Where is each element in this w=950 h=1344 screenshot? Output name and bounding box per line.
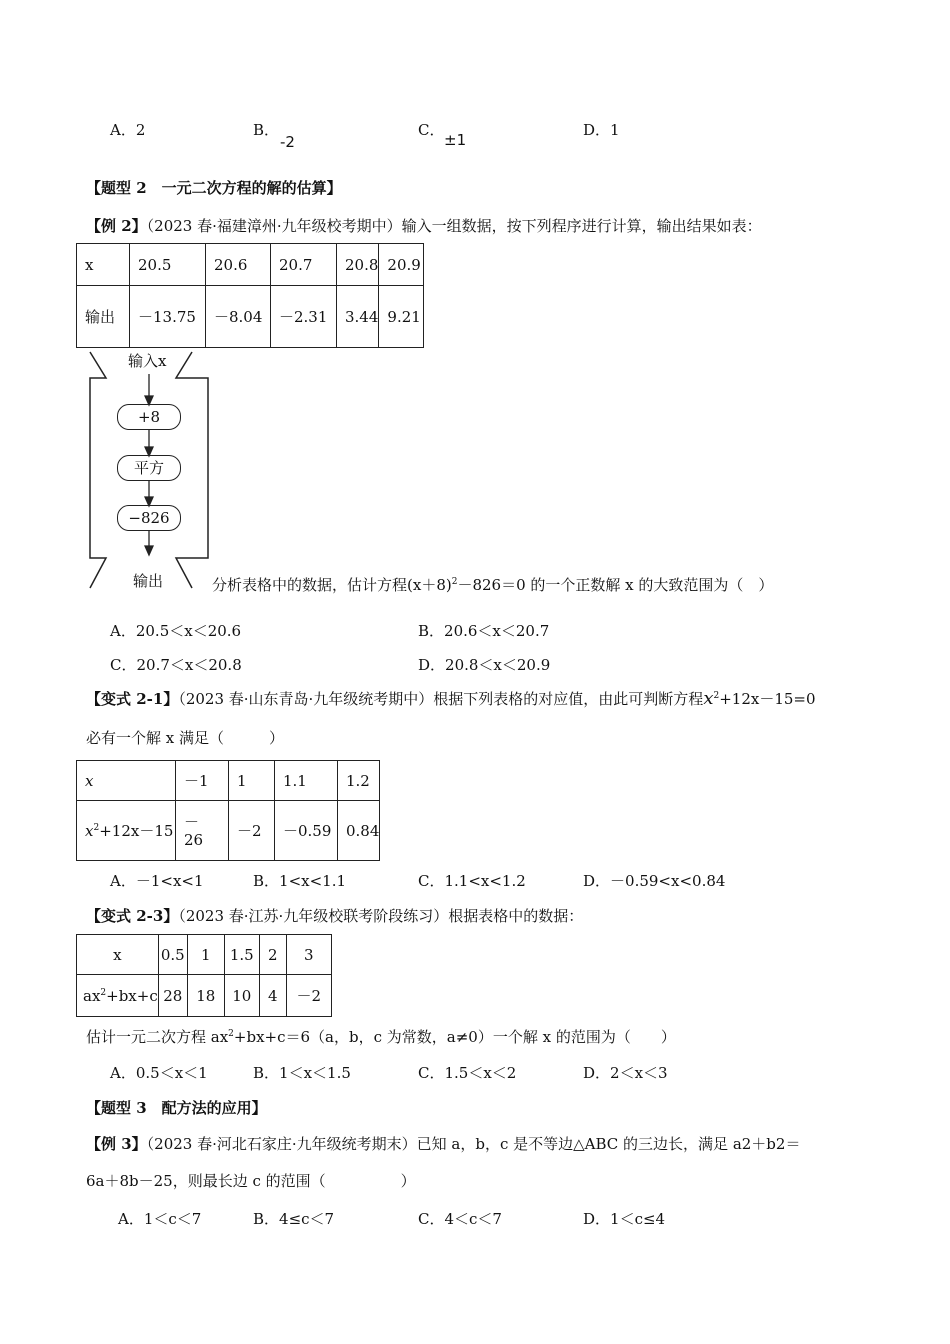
table-cell: x [77,761,176,801]
example-3-option-d: D．1＜c≤4 [583,1210,666,1228]
table-cell: 1.1 [275,761,338,801]
option-a: A．2 [110,121,146,139]
table-cell: x [77,244,130,286]
variant-2-1-option-c: C．1.1<x<1.2 [418,872,526,890]
variant-2-3-estimate [86,1026,676,1047]
row-label-sup: 2 [100,987,107,998]
table-row-label [77,801,176,861]
table-cell: 3.44 [337,286,379,348]
table-cell: 0.5 [158,935,187,975]
table-cell: 20.5 [130,244,206,286]
table-cell: 0.84 [338,801,380,861]
example-2-analysis-sup: 2 [451,577,458,587]
example-2-analysis-post: －826＝0 的一个正数解 x 的大致范围为（ ） [457,576,774,594]
table-cell: －2 [229,801,275,861]
table-cell: 28 [158,975,187,1017]
option-b: B． [253,121,280,139]
table-cell: 20.8 [337,244,379,286]
example-3-line1: （2023 春·河北石家庄·九年级统考期末）已知 a，b，c 是不等边△ABC 的三边长，满足 a2＋b2＝ [146,1135,801,1153]
table-row-label [77,975,159,1017]
example-2-label: 【例 2】 [86,217,147,235]
table-cell: 9.21 [379,286,424,348]
example-2-analysis-pre: 分析表格中的数据，估计方程(x＋8) [212,576,452,594]
variant-2-1-eq-sup: 2 [713,691,720,701]
table-cell: －2.31 [271,286,337,348]
option-c: C． [418,121,445,139]
estimate-pre: 估计一元二次方程 ax [86,1028,229,1046]
table-cell: －8.04 [206,286,271,348]
table-cell: x [77,935,159,975]
flow-step-square: 平方 [117,455,181,481]
example-3-option-c: C．4＜c＜7 [418,1210,502,1228]
example-3-option-b: B．4≤c＜7 [253,1210,335,1228]
example-3-line2: 6a＋8b－25，则最长边 c 的范围（ ） [86,1172,416,1190]
row-label-sup: 2 [93,823,100,833]
table-cell: －2 [286,975,331,1017]
table-cell: 18 [187,975,224,1017]
variant-2-1-eq-x: x [703,688,714,709]
variant-2-1-option-a: A．－1<x<1 [110,872,204,890]
example-2-option-c: C．20.7＜x＜20.8 [110,656,242,674]
option-c-value: ±1 [444,131,467,149]
variant-2-1-question [86,688,816,709]
section-3-title: 【题型 3 配方法的应用】 [86,1099,267,1117]
table-cell: 3 [286,935,331,975]
row-label-rest: +12x－15 [99,822,174,840]
table-cell: 20.7 [271,244,337,286]
example-2-text: （2023 春·福建漳州·九年级校考期中）输入一组数据，按下列程序进行计算，输出结果如表： [146,217,762,235]
variant-2-3-text: （2023 春·江苏·九年级校联考阶段练习）根据表格中的数据： [178,907,584,925]
table-cell: 输出 [77,286,130,348]
flow-output-label: 输出 [133,572,164,590]
cell-minus: － [184,812,200,831]
table-cell: －0.59 [275,801,338,861]
variant-2-1-line2: 必有一个解 x 满足（ ） [86,729,284,747]
example-3-label: 【例 3】 [86,1135,147,1153]
table-cell: 1.5 [224,935,259,975]
example-2-analysis [212,574,773,595]
variant-2-3-option-c: C．1.5＜x＜2 [418,1064,517,1082]
variant-2-1-text: （2023 春·山东青岛·九年级统考期中）根据下列表格的对应值，由此可判断方程 [178,690,704,708]
table-cell: 1 [187,935,224,975]
flow-input-label: 输入x [128,352,167,370]
table-cell: 20.9 [379,244,424,286]
variant-2-1-option-d: D．－0.59<x<0.84 [583,872,726,890]
example-2-question [86,215,762,236]
example-2-option-d: D．20.8＜x＜20.9 [418,656,551,674]
table-cell: 10 [224,975,259,1017]
variant-2-3-option-a: A．0.5＜x＜1 [110,1064,208,1082]
example-3-question [86,1133,800,1154]
variant-2-3-table [76,934,332,1017]
row-label-rest: +bx+c [106,986,158,1005]
example-2-table [76,243,424,348]
table-cell: －13.75 [130,286,206,348]
table-cell [176,801,229,861]
section-2-title: 【题型 2 一元二次方程的解的估算】 [86,179,342,197]
example-2-option-b: B．20.6＜x＜20.7 [418,622,550,640]
variant-2-1-table [76,760,380,861]
option-b-value: -2 [280,133,295,151]
table-cell: 2 [259,935,286,975]
option-d: D．1 [583,121,620,139]
example-2-option-a: A．20.5＜x＜20.6 [110,622,242,640]
variant-2-3-option-b: B．1＜x＜1.5 [253,1064,351,1082]
estimate-post: +bx+c＝6（a，b，c 为常数，a≠0）一个解 x 的范围为（ ） [233,1028,676,1046]
variant-2-3-label: 【变式 2-3】 [86,907,179,925]
variant-2-3-option-d: D．2＜x＜3 [583,1064,668,1082]
variant-2-1-eq-rest: +12x－15=0 [719,690,816,708]
flow-step-add-8: +8 [117,404,181,430]
example-3-option-a: A．1＜c＜7 [118,1210,202,1228]
table-cell: 1.2 [338,761,380,801]
table-cell: －1 [176,761,229,801]
variant-2-1-option-b: B．1<x<1.1 [253,872,347,890]
variant-2-3-question [86,905,583,926]
flow-step-minus-826: −826 [117,505,181,531]
estimate-sup: 2 [228,1029,234,1039]
cell-value: 26 [184,830,204,849]
row-label-a: ax [83,986,101,1005]
table-cell: 4 [259,975,286,1017]
variant-2-1-label: 【变式 2-1】 [86,690,179,708]
table-cell: 1 [229,761,275,801]
table-cell: 20.6 [206,244,271,286]
row-label-x: x [85,822,94,840]
